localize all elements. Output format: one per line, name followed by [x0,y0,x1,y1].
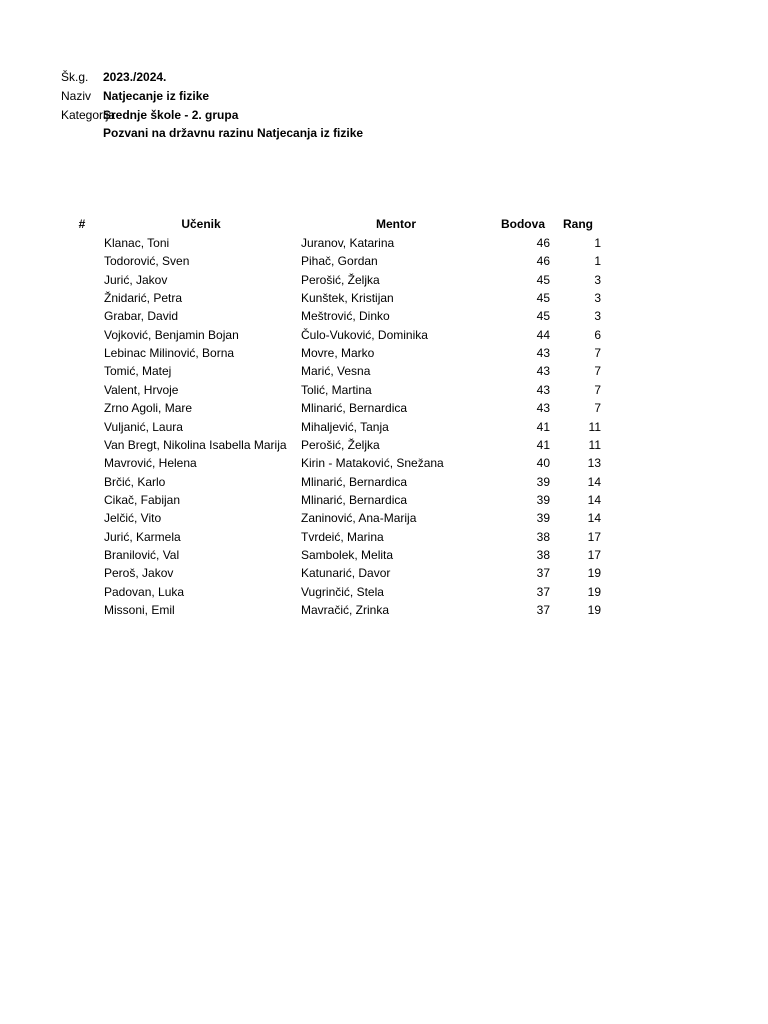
cell-bodova: 46 [536,254,550,269]
table-row [0,546,768,564]
cell-mentor: Tolić, Martina [301,382,372,397]
cell-ucenik: Zrno Agoli, Mare [104,401,193,416]
cell-ucenik: Žnidarić, Petra [104,291,183,306]
cell-bodova: 43 [536,382,550,397]
cell-ucenik: Padovan, Luka [104,584,185,599]
cell-ucenik: Valent, Hrvoje [104,382,179,397]
cell-mentor: Meštrović, Dinko [301,309,390,324]
table-row [0,418,768,436]
cell-mentor: Movre, Marko [301,346,375,361]
table-row [0,307,768,325]
table-row [0,381,768,399]
cell-ucenik: Vuljanić, Laura [104,419,183,434]
cell-mentor: Mihaljević, Tanja [301,419,389,434]
meta-category-value: Srednje škole - 2. grupa [103,108,239,122]
meta-name-label: Naziv [61,89,92,103]
table-row [0,491,768,509]
meta-category-label: Kategorija [61,108,116,122]
cell-bodova: 45 [536,309,550,324]
cell-ucenik: Missoni, Emil [104,603,175,617]
cell-mentor: Juranov, Katarina [301,236,395,250]
cell-bodova: 39 [536,492,550,507]
cell-ucenik: Jurić, Karmela [104,529,181,544]
cell-bodova: 45 [536,272,550,287]
cell-ucenik: Jurić, Jakov [104,272,168,287]
cell-rang: 11 [588,419,601,434]
header-ucenik: Učenik [181,217,221,231]
cell-rang: 17 [587,529,601,544]
table-row [0,399,768,417]
cell-ucenik: Lebinac Milinović, Borna [104,346,235,361]
cell-bodova: 38 [536,529,550,544]
cell-ucenik: Mavrović, Helena [104,456,197,471]
meta-name-value: Natjecanje iz fizike [103,89,210,103]
table-row [0,289,768,307]
table-row [0,436,768,454]
header-num: # [78,217,86,231]
cell-rang: 3 [594,291,601,306]
table-row [0,583,768,601]
document-subtitle: Pozvani na državnu razinu Natjecanja iz fizike [103,126,364,140]
cell-mentor: Kirin - Mataković, Snežana [301,456,444,471]
cell-ucenik: Grabar, David [104,309,179,324]
cell-rang: 11 [588,437,601,452]
table-row [0,564,768,582]
table-row [0,326,768,344]
cell-rang: 13 [587,456,601,471]
cell-ucenik: Van Bregt, Nikolina Isabella Marija [104,437,287,452]
cell-ucenik: Jelčić, Vito [104,511,162,526]
cell-mentor: Marić, Vesna [301,364,371,379]
cell-bodova: 43 [536,401,550,416]
table-row [0,271,768,289]
cell-ucenik: Vojković, Benjamin Bojan [104,327,239,342]
cell-bodova: 39 [536,474,550,489]
cell-mentor: Perošić, Željka [301,437,380,452]
cell-mentor: Kunštek, Kristijan [301,291,394,306]
cell-bodova: 37 [536,603,550,617]
cell-bodova: 37 [536,584,550,599]
cell-mentor: Tvrdeić, Marina [301,529,384,544]
cell-rang: 19 [587,584,601,599]
cell-ucenik: Klanac, Toni [104,236,170,250]
cell-rang: 7 [594,382,601,397]
table-row [0,528,768,546]
cell-rang: 14 [587,474,601,489]
cell-rang: 7 [594,401,601,416]
cell-mentor: Mlinarić, Bernardica [301,401,408,416]
cell-rang: 17 [587,547,601,562]
cell-bodova: 43 [536,364,550,379]
cell-bodova: 43 [536,346,550,361]
header-bodova: Bodova [500,217,545,231]
table-row [0,362,768,380]
cell-rang: 19 [587,566,601,581]
table-header-row [0,215,768,233]
cell-mentor: Katunarić, Davor [301,566,391,581]
cell-ucenik: Branilović, Val [104,547,180,562]
cell-bodova: 39 [536,511,550,526]
cell-rang: 3 [594,309,601,324]
table-row [0,454,768,472]
cell-rang: 7 [594,364,601,379]
cell-rang: 6 [594,327,601,342]
table-row [0,473,768,491]
cell-mentor: Vugrinčić, Stela [301,584,384,599]
cell-bodova: 46 [536,236,550,250]
cell-rang: 19 [587,603,601,617]
meta-year-label: Šk.g. [61,70,89,84]
cell-rang: 1 [594,254,601,269]
cell-rang: 14 [587,492,601,507]
cell-bodova: 45 [536,291,550,306]
cell-ucenik: Cikač, Fabijan [104,492,181,507]
cell-bodova: 41 [536,419,550,434]
cell-mentor: Mlinarić, Bernardica [301,474,408,489]
cell-bodova: 38 [536,547,550,562]
cell-ucenik: Peroš, Jakov [104,566,174,581]
table-row [0,252,768,270]
header-rang: Rang [563,217,593,231]
table-row [0,509,768,527]
cell-mentor: Mlinarić, Bernardica [301,492,408,507]
table-row [0,344,768,362]
cell-bodova: 41 [536,437,550,452]
cell-mentor: Pihač, Gordan [301,254,378,269]
cell-mentor: Zaninović, Ana-Marija [301,511,417,526]
cell-bodova: 37 [536,566,550,581]
meta-year-value: 2023./2024. [103,70,167,84]
cell-bodova: 44 [536,327,550,342]
table-row [0,234,768,252]
cell-bodova: 40 [536,456,550,471]
cell-rang: 1 [594,236,601,250]
cell-mentor: Čulo-Vuković, Dominika [301,327,428,342]
cell-rang: 3 [594,272,601,287]
table-row [0,601,768,619]
cell-ucenik: Tomić, Matej [104,364,172,379]
cell-mentor: Perošić, Željka [301,272,380,287]
cell-ucenik: Todorović, Sven [104,254,190,269]
cell-mentor: Sambolek, Melita [301,547,394,562]
cell-mentor: Mavračić, Zrinka [301,603,390,617]
cell-ucenik: Brčić, Karlo [104,474,166,489]
cell-rang: 14 [587,511,601,526]
header-mentor: Mentor [376,217,416,231]
cell-rang: 7 [594,346,601,361]
